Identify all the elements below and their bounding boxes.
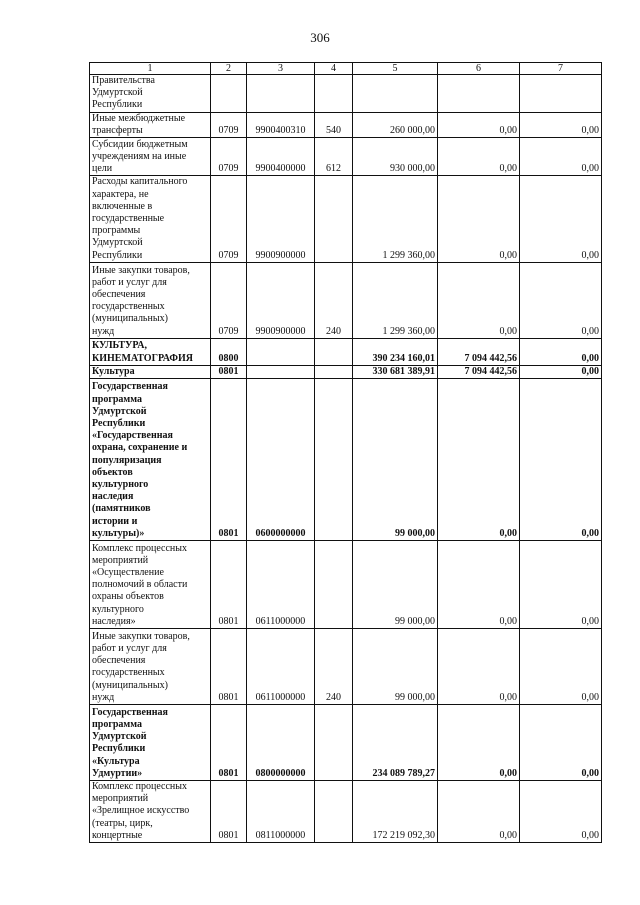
target-article-cell: 0611000000 [247,541,315,629]
amount-cell: 390 234 160,01 [353,338,438,365]
amount-cell: 930 000,00 [353,138,438,176]
target-article-cell: 0811000000 [247,781,315,843]
expense-type-cell [315,365,353,378]
expense-type-cell: 240 [315,262,353,338]
amount-cell-2: 0,00 [438,379,520,541]
amount-cell-2 [438,75,520,113]
expense-type-cell: 612 [315,138,353,176]
amount-cell-3: 0,00 [520,176,602,262]
target-article-cell: 0800000000 [247,705,315,781]
section-code-cell: 0800 [211,338,247,365]
row-name-cell: Культура [90,365,211,378]
amount-cell-2: 0,00 [438,113,520,138]
expense-type-cell: 240 [315,629,353,705]
target-article-cell: 9900900000 [247,262,315,338]
table-row [90,629,602,705]
page-number: 306 [310,30,330,45]
expense-type-cell [315,338,353,365]
amount-cell-3: 0,00 [520,338,602,365]
section-code-cell [211,75,247,113]
table-row [90,176,602,262]
target-article-cell: 9900400310 [247,113,315,138]
table-row [90,379,602,541]
amount-cell-2: 0,00 [438,138,520,176]
expense-type-cell [315,541,353,629]
row-name-cell: Государственная программа Удмуртской Республики «Культура Удмуртии» [90,705,211,781]
target-article-cell [247,365,315,378]
column-header: 5 [353,63,438,75]
target-article-cell: 9900900000 [247,176,315,262]
table-row [90,365,602,378]
section-code-cell: 0709 [211,262,247,338]
section-code-cell: 0801 [211,629,247,705]
row-name-cell: Правительства Удмуртской Республики [90,75,211,113]
amount-cell: 234 089 789,27 [353,705,438,781]
table-row [90,541,602,629]
budget-table [89,62,602,843]
row-name-cell: Иные межбюджетные трансферты [90,113,211,138]
amount-cell: 260 000,00 [353,113,438,138]
column-header: 3 [247,63,315,75]
table-row [90,338,602,365]
table-row [90,75,602,113]
amount-cell: 1 299 360,00 [353,262,438,338]
target-article-cell: 0600000000 [247,379,315,541]
expense-type-cell [315,705,353,781]
row-name-cell: Комплекс процессных мероприятий «Осуществление полномочий в области охраны объектов культурного наследия» [90,541,211,629]
expense-type-cell [315,379,353,541]
section-code-cell: 0801 [211,379,247,541]
amount-cell-3: 0,00 [520,379,602,541]
amount-cell-3: 0,00 [520,262,602,338]
amount-cell-3 [520,75,602,113]
row-name-cell: Государственная программа Удмуртской Республики «Государственная охрана, сохранение и популяризация объектов культурного наследия (памятников истории и культуры)» [90,379,211,541]
section-code-cell: 0709 [211,176,247,262]
column-header: 7 [520,63,602,75]
amount-cell: 172 219 092,30 [353,781,438,843]
section-code-cell: 0709 [211,138,247,176]
column-header: 6 [438,63,520,75]
expense-type-cell [315,176,353,262]
amount-cell-2: 0,00 [438,262,520,338]
table-row [90,705,602,781]
row-name-cell: Иные закупки товаров, работ и услуг для обеспечения государственных (муниципальных) нужд [90,629,211,705]
table-row [90,113,602,138]
amount-cell-2: 0,00 [438,629,520,705]
row-name-cell: Субсидии бюджетным учреждениям на иные цели [90,138,211,176]
table-row [90,138,602,176]
expense-type-cell [315,781,353,843]
amount-cell-2: 0,00 [438,176,520,262]
target-article-cell: 9900400000 [247,138,315,176]
table-row [90,262,602,338]
amount-cell-2: 0,00 [438,705,520,781]
amount-cell-2: 0,00 [438,541,520,629]
expense-type-cell [315,75,353,113]
section-code-cell: 0801 [211,705,247,781]
amount-cell-3: 0,00 [520,113,602,138]
amount-cell: 99 000,00 [353,379,438,541]
amount-cell: 330 681 389,91 [353,365,438,378]
target-article-cell: 0611000000 [247,629,315,705]
section-code-cell: 0801 [211,365,247,378]
table-row [90,781,602,843]
section-code-cell: 0801 [211,541,247,629]
amount-cell-3: 0,00 [520,138,602,176]
section-code-cell: 0801 [211,781,247,843]
amount-cell: 99 000,00 [353,541,438,629]
target-article-cell [247,338,315,365]
row-name-cell: Иные закупки товаров, работ и услуг для обеспечения государственных (муниципальных) нужд [90,262,211,338]
amount-cell: 99 000,00 [353,629,438,705]
amount-cell-2: 7 094 442,56 [438,338,520,365]
table-header-row [90,63,602,75]
amount-cell: 1 299 360,00 [353,176,438,262]
column-header: 4 [315,63,353,75]
amount-cell-2: 0,00 [438,781,520,843]
column-header: 2 [211,63,247,75]
row-name-cell: Комплекс процессных мероприятий «Зрелищное искусство (театры, цирк, концертные [90,781,211,843]
section-code-cell: 0709 [211,113,247,138]
row-name-cell: КУЛЬТУРА, КИНЕМАТОГРАФИЯ [90,338,211,365]
amount-cell-2: 7 094 442,56 [438,365,520,378]
amount-cell-3: 0,00 [520,629,602,705]
amount-cell-3: 0,00 [520,365,602,378]
amount-cell-3: 0,00 [520,541,602,629]
amount-cell-3: 0,00 [520,705,602,781]
column-header: 1 [90,63,211,75]
amount-cell-3: 0,00 [520,781,602,843]
target-article-cell [247,75,315,113]
expense-type-cell: 540 [315,113,353,138]
row-name-cell: Расходы капитального характера, не включенные в государственные программы Удмуртской Республики [90,176,211,262]
amount-cell [353,75,438,113]
